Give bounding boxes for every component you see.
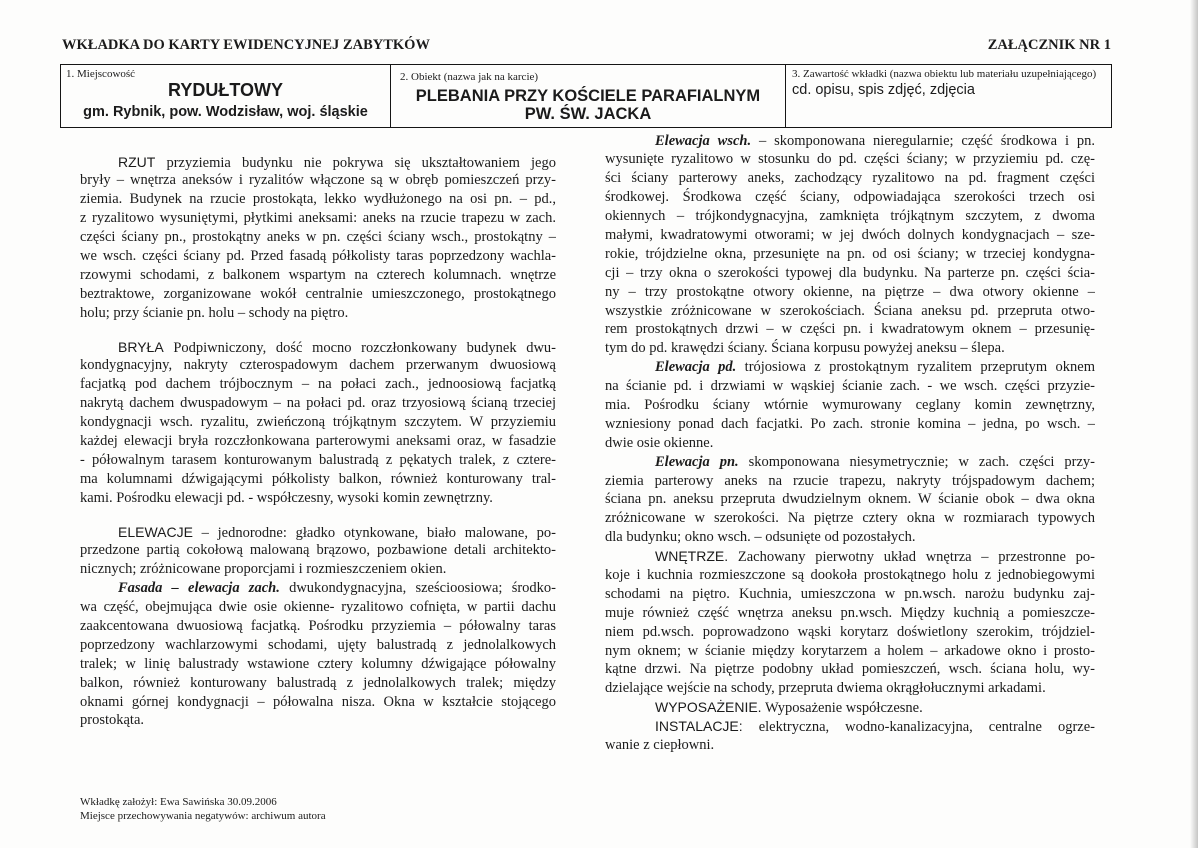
line-text: tym do pd. krawędzi ściany. Ściana korpusu powyżej aneksu – ślepa. [605, 340, 1005, 357]
text-line [80, 190, 556, 209]
text-line [605, 434, 1095, 453]
line-text: nicznych; zróżnicowane proporcjami i rozmieszczeniem okien. [80, 561, 447, 578]
object-name-line-1: PLEBANIA PRZY KOŚCIELE PARAFIALNYM [415, 87, 761, 105]
line-text: ściana pn. aneksu przepruta dwudzielnym oknem. W ścianie obok – dwa okna [605, 491, 1095, 508]
line-text: dwie osie okienne. [605, 434, 714, 451]
line-text: skomponowana niesymetrycznie; w zach. części przy- [748, 453, 1095, 470]
record-header-table [60, 64, 1112, 128]
line-text: beztraktowe, zorganizowane wokół centralnie umieszczonego, prostokątnego [80, 285, 556, 302]
line-text: kondygnacyjny, nakryty czterospadowym dachem przerwanym dwuosiową [80, 357, 556, 374]
line-text: prostokąta. [80, 712, 145, 729]
line-text: ści ściany parterowy aneks, zachodzący ryzalitowo na pd. fragment części [605, 170, 1095, 187]
text-line [605, 490, 1095, 509]
line-text: wysunięte ryzalitowo w stosunku do pd. części ściany; w przyziemiu pd. czę- [605, 151, 1095, 168]
text-line [80, 356, 556, 375]
object-cell [391, 65, 786, 127]
line-text: Podpiwniczony, dość mocno rozczłonkowany budynek dwu- [173, 339, 556, 356]
line-text: dla budynku; okno wsch. – odsunięte od pozostałych. [605, 529, 916, 546]
line-text: wa część, obejmująca dwie osie okienne- ryzalitowo cofnięta, w partii dachu [80, 599, 556, 616]
paragraph [605, 698, 1095, 717]
line-text: środkowej. Środkowa część ściany, odpowiadająca szerokości trzech osi [605, 189, 1095, 206]
text-line [80, 674, 556, 693]
line-text: cji – trzy okna o szerokości typowej dla budynku. Na parterze pn. części ścia- [605, 264, 1095, 281]
text-line [605, 226, 1095, 245]
text-line [605, 132, 1095, 151]
line-text: - półowalnym tarasem konturowanym balustradą z pękatych tralek, z cztere- [80, 451, 556, 468]
text-line [605, 717, 1095, 736]
text-line [605, 320, 1095, 339]
emphasized-lead: Fasada – elewacja zach. [118, 580, 280, 597]
text-line [605, 150, 1095, 169]
paragraph [605, 453, 1095, 547]
text-section [605, 132, 1095, 755]
line-text: przedzone partią cokołową malowaną brązowo, pozbawione detali architekto- [80, 542, 556, 559]
line-text: zróżnicowane w szerokości. Na piętrze cztery okna w rozmiarach typowych [605, 510, 1095, 527]
line-text: wanie z ciepłowni. [605, 737, 715, 753]
line-text: – jednorodne: gładko otynkowane, biało malowane, po- [201, 524, 556, 541]
line-text: koje i kuchnia rozmieszczone są dookoła prostokątnego holu z jednobiegowymi [605, 566, 1095, 583]
line-text: kami. Pośrodku elewacji pd. - współczesny, wysoki komin zewnętrzny. [80, 489, 493, 506]
text-line [80, 153, 556, 172]
text-line [605, 169, 1095, 188]
line-text: rzowymi schodami, z balkonem wspartym na czterech kolumnach. wnętrze [80, 266, 556, 283]
text-line [80, 304, 556, 323]
administrative-units: gm. Rybnik, pow. Wodzisław, woj. śląskie [83, 104, 368, 120]
line-text: we wsch. części ściany pd. Przed fasadą półkolisty taras poprzedzony wachla- [80, 247, 556, 264]
text-line [80, 228, 556, 247]
paragraph [80, 153, 556, 323]
text-line [605, 642, 1095, 661]
text-line [80, 338, 556, 357]
section-heading: ELEWACJE [118, 523, 193, 540]
text-line [605, 660, 1095, 679]
line-text: Zachowany pierwotny układ wnętrza – przestronne po- [737, 549, 1095, 566]
text-line [605, 207, 1095, 226]
text-line [80, 432, 556, 451]
text-line [605, 528, 1095, 547]
object-label: 2. Obiekt (nazwa jak na karcie) [400, 71, 539, 83]
contents-value: cd. opisu, spis zdjęć, zdjęcia [792, 82, 975, 98]
line-text: – skomponowana nieregularnie; część środkowa i pn. [759, 132, 1095, 149]
text-line [605, 264, 1095, 283]
emphasized-lead: Elewacja wsch. [655, 132, 752, 149]
text-line [80, 266, 556, 285]
line-text: z ryzalitowo wysuniętymi, płytkimi aneksami: aneks na rzucie trapezu w zach. [80, 210, 556, 227]
contents-label: 3. Zawartość wkładki (nazwa obiektu lub materiału uzupełniającego) [792, 68, 1097, 80]
text-line [605, 547, 1095, 566]
line-text: balkon, również konturowany balustradą z jednolalkowych tralek; między [80, 674, 556, 691]
emphasized-lead: Elewacja pn. [655, 453, 739, 470]
text-line [80, 541, 556, 560]
text-line [605, 188, 1095, 207]
line-text: schodami na piętro. Kuchnia, umieszczona w pn.wsch. narożu budynku zaj- [605, 585, 1095, 602]
line-text: ma kolumnami dźwigającymi półkolisty balkon, również konturowany tral- [80, 470, 556, 487]
paragraph [80, 338, 556, 508]
line-text: bryły – wnętrza aneksów i ryzalitów włączone są w obręb pomieszczeń przy- [80, 172, 556, 189]
paragraph [605, 547, 1095, 698]
text-line [605, 736, 1095, 755]
text-line [605, 566, 1095, 585]
text-line [80, 285, 556, 304]
text-line [80, 451, 556, 470]
text-line [605, 698, 1095, 717]
footer [80, 795, 326, 823]
line-text: dzielające wejście na schody, przepruta dwiema okrągłołucznymi arkadami. [605, 680, 1046, 697]
line-text: niem pd.wsch. poprowadzono wąski korytarz doświetlony szerokim, trójdziel- [605, 623, 1095, 640]
text-section [80, 153, 556, 323]
text-line [605, 623, 1095, 642]
text-line [80, 579, 556, 598]
text-line [80, 375, 556, 394]
line-text: ny – trzy prostokątne otwory okienne, na piętrze – dwa otwory okienne – [605, 283, 1095, 300]
object-name-line-2: PW. ŚW. JACKA [524, 105, 652, 123]
paragraph [605, 717, 1095, 755]
line-text: ziemia parterowy aneks na rzucie trapezu, nakryty trójspadowym dachem; [605, 472, 1095, 489]
line-text: każdej elewacji bryła rozczłonkowana parterowymi aneksami oraz, w fasadzie [80, 432, 556, 449]
text-line [605, 472, 1095, 491]
text-line [605, 509, 1095, 528]
text-section [80, 523, 556, 731]
text-section [80, 338, 556, 508]
text-line [80, 394, 556, 413]
text-line [80, 523, 556, 542]
line-text: dwukondygnacyjna, sześcioosiowa; środko- [289, 580, 556, 597]
line-text: rokie, trójdzielne okna, przesunięte na pn. od osi ściany; w trzeciej kondygna- [605, 245, 1095, 262]
line-text: nakrytą dachem dwuspadowym – na połaci pd. oraz trzyosiową ścianą trzeciej [80, 395, 556, 412]
line-text: oknami górnej kondygnacji – półowalna nisza. Okna w kształcie stojącego [80, 693, 556, 710]
line-text: małymi, kwadratowymi otworami; w jej dwóch dolnych kondygnacjach – sze- [605, 226, 1095, 243]
author-line: Wkładkę założył: Ewa Sawińska 30.09.2006 [80, 796, 277, 808]
text-line [605, 283, 1095, 302]
section-heading: BRYŁA [118, 338, 164, 355]
negatives-location: Miejsce przechowywania negatywów: archiwum autora [80, 810, 326, 822]
text-line [80, 598, 556, 617]
locality-label: 1. Miejscowość [66, 68, 136, 80]
line-text: wszystkie zróżnicowane w szerokościach. Ściana aneksu pd. przepruta otwo- [605, 302, 1095, 319]
line-text: elektryczna, wodno-kanalizacyjna, centralne ogrze- [758, 719, 1095, 736]
line-text: kątne drzwi. Na piętrze podobny układ pomieszczeń, wsch. ściana holu, wy- [605, 661, 1095, 678]
scan-edge-shadow [1190, 0, 1198, 848]
line-text: zaakcentowana dwuosiową facjatką. Pośrodku przyziemia – półowalny taras [80, 617, 556, 634]
text-line [605, 339, 1095, 358]
text-line [605, 679, 1095, 698]
line-text: mia. Pośrodku ściany wtórnie wymurowany ceglany komin zewnętrzny, [605, 396, 1095, 413]
line-text: okiennych – trójkondygnacyjna, zamknięta trójkątnym szczytem, z dwoma [605, 208, 1095, 225]
text-line [80, 413, 556, 432]
text-line [605, 585, 1095, 604]
section-heading: WNĘTRZE. [655, 548, 729, 565]
text-line [80, 489, 556, 508]
text-line [80, 247, 556, 266]
description-right-column [605, 132, 1095, 755]
section-heading: RZUT [118, 153, 156, 170]
line-text: trójosiowa z prostokątnym ryzalitem przeprutym oknem [744, 359, 1095, 376]
line-text: części ściany pn., prostokątny aneks w pn. części ściany wsch., prostokątny – [80, 229, 556, 246]
description-left-column [80, 153, 556, 731]
text-line [80, 470, 556, 489]
paragraph [80, 523, 556, 580]
section-heading: INSTALACJE: [655, 718, 743, 735]
text-line [80, 617, 556, 636]
locality-name: RYDUŁTOWY [168, 80, 283, 100]
document-title: WKŁADKA DO KARTY EWIDENCYJNEJ ZABYTKÓW [62, 37, 430, 53]
text-line [80, 560, 556, 579]
line-text: wzniesiony ponad dach facjatki. Po zach. stronie komina – jedna, po wsch. – [605, 415, 1095, 432]
text-line [605, 604, 1095, 623]
contents-cell [786, 65, 1111, 127]
line-text: tralek; w linię balustrady wstawione cztery kolumny dźwigające półowalny [80, 655, 556, 672]
text-line [80, 209, 556, 228]
emphasized-lead: Elewacja pd. [655, 359, 737, 376]
line-text: facjatką pod dachem trójbocznym – na połaci zach., jednoosiową facjatką [80, 376, 556, 393]
text-line [605, 245, 1095, 264]
line-text: holu; przy ścianie pn. holu – schody na piętro. [80, 304, 349, 321]
text-line [605, 453, 1095, 472]
line-text: na ścianie pd. i drzwiami w wąskiej ścianie zach. - we wsch. części przyzie- [605, 378, 1095, 395]
attachment-number: ZAŁĄCZNIK NR 1 [987, 37, 1111, 53]
text-line [80, 711, 556, 730]
text-line [605, 377, 1095, 396]
paragraph [605, 358, 1095, 452]
text-line [80, 655, 556, 674]
text-line [80, 171, 556, 190]
locality-cell [61, 65, 391, 127]
line-text: poprzedzony wachlarzowymi schodami, ujęty balustradą z jednolalkowych [80, 636, 556, 653]
line-text: rem prostokątnych drzwi – w części pn. i kwadratowym oknem – przesunię- [605, 321, 1095, 338]
line-text: Wyposażenie współczesne. [764, 700, 923, 717]
line-text: ziemia. Budynek na rzucie prostokąta, lekko wydłużonego na osi pn. – pd., [80, 191, 556, 208]
paragraph [80, 579, 556, 730]
text-line [605, 358, 1095, 377]
text-line [80, 693, 556, 712]
line-text: muje również część wnętrza aneksu pn.wsch. Między kuchnią a pomieszcze- [605, 604, 1095, 621]
section-heading: WYPOSAŻENIE. [655, 699, 762, 716]
line-text: kondygnacji wsch. ryzalitu, zwieńczoną trójkątnym szczytem. W przyziemiu [80, 414, 556, 431]
line-text: przyziemia budynku nie pokrywa się ukształtowaniem jego [166, 154, 556, 171]
line-text: nym oknem; w ścianie między korytarzem a holem – arkadowe okno i prosto- [605, 642, 1095, 659]
text-line [605, 396, 1095, 415]
paragraph [605, 132, 1095, 359]
text-line [80, 636, 556, 655]
text-line [605, 302, 1095, 321]
text-line [605, 415, 1095, 434]
